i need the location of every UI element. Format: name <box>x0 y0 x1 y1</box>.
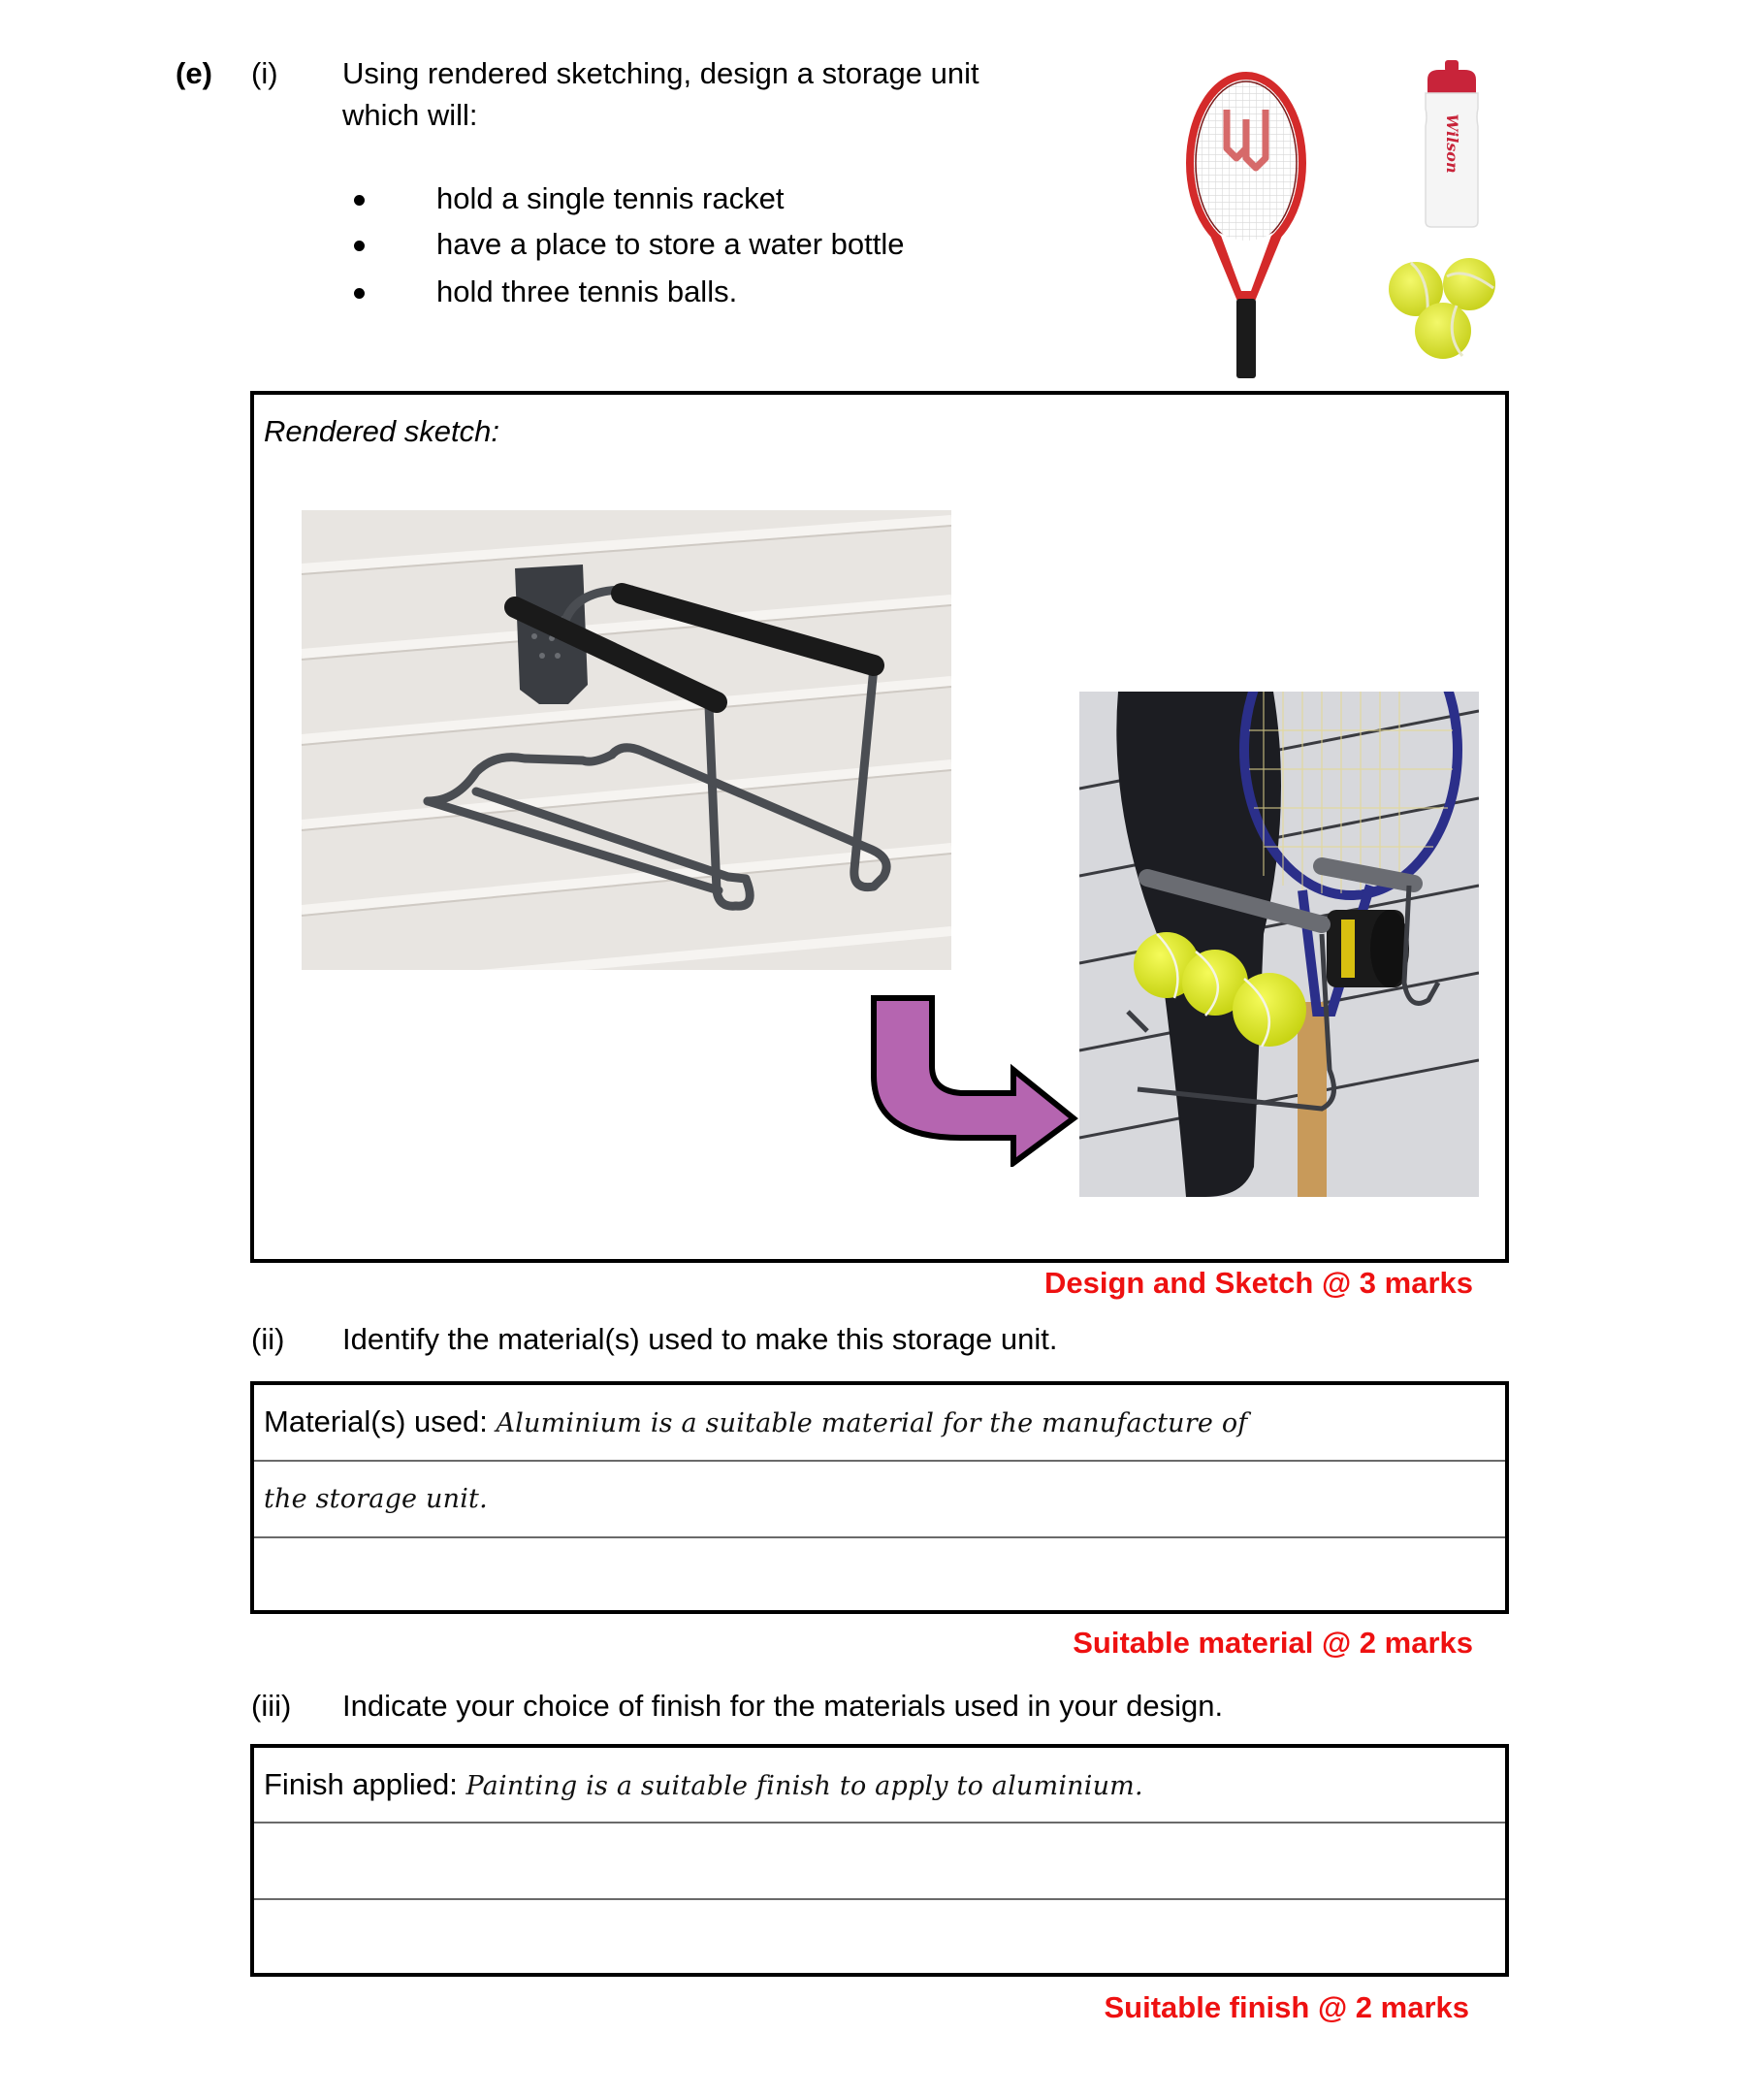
material-answer-line-3[interactable] <box>264 1558 1486 1597</box>
answer-rule <box>254 1536 1505 1538</box>
tennis-balls-icon <box>1387 257 1498 362</box>
material-answer-line-1[interactable] <box>264 1404 1247 1441</box>
water-bottle-icon <box>1420 58 1484 229</box>
finish-answer-text: Painting is a suitable finish to apply to aluminium. <box>465 1771 1143 1801</box>
water-bottle-image <box>1420 58 1484 229</box>
answer-rule <box>254 1822 1505 1824</box>
svg-text:Wilson: Wilson <box>1443 113 1461 174</box>
finish-answer-line-1[interactable] <box>264 1767 1143 1804</box>
tennis-balls-image <box>1387 257 1498 362</box>
finish-answer-label: Finish applied: <box>264 1767 458 1801</box>
finish-answer-line-2[interactable] <box>264 1843 1486 1882</box>
question-prompt-line2: which will: <box>342 98 478 132</box>
rack-with-equipment-image <box>1079 692 1479 1197</box>
sketch-label: Rendered sketch: <box>264 414 499 448</box>
tennis-racket-image <box>1181 66 1312 381</box>
sub-question-label-iii: (iii) <box>251 1689 292 1723</box>
marks-design-sketch: Design and Sketch @ 3 marks <box>1043 1266 1473 1300</box>
sub-question-label-ii: (ii) <box>251 1322 285 1356</box>
material-answer-text: Aluminium is a suitable material for the manufacture of <box>496 1408 1248 1438</box>
material-answer-label: Material(s) used: <box>264 1404 488 1438</box>
bullet-icon <box>354 241 365 251</box>
finish-answer-line-3[interactable] <box>264 1920 1486 1959</box>
curved-arrow-icon <box>868 992 1083 1167</box>
sub-question-label-i: (i) <box>251 56 278 90</box>
material-question-prompt: Identify the material(s) used to make this storage unit. <box>342 1322 1058 1356</box>
material-answer-text: the storage unit. <box>264 1484 488 1514</box>
requirement-item: hold a single tennis racket <box>436 181 785 215</box>
material-answer-box <box>250 1381 1509 1614</box>
part-label: (e) <box>176 56 212 90</box>
marks-suitable-finish: Suitable finish @ 2 marks <box>1104 1990 1469 2024</box>
marks-suitable-material: Suitable material @ 2 marks <box>1073 1626 1473 1660</box>
tennis-racket-icon <box>1181 66 1312 381</box>
storage-rack-image <box>302 510 951 970</box>
answer-rule <box>254 1898 1505 1900</box>
rack-in-use-photo <box>1079 692 1479 1197</box>
bullet-icon <box>354 195 365 206</box>
rack-photo <box>302 510 951 970</box>
finish-answer-box <box>250 1744 1509 1977</box>
bullet-icon <box>354 288 365 299</box>
finish-question-prompt: Indicate your choice of finish for the materials used in your design. <box>342 1689 1224 1723</box>
requirement-item: hold three tennis balls. <box>436 274 738 308</box>
material-answer-line-2[interactable] <box>264 1480 488 1517</box>
requirement-item: have a place to store a water bottle <box>436 227 905 261</box>
answer-rule <box>254 1460 1505 1462</box>
rendered-sketch-box <box>250 391 1509 1263</box>
question-prompt-line1: Using rendered sketching, design a storage unit <box>342 56 979 90</box>
